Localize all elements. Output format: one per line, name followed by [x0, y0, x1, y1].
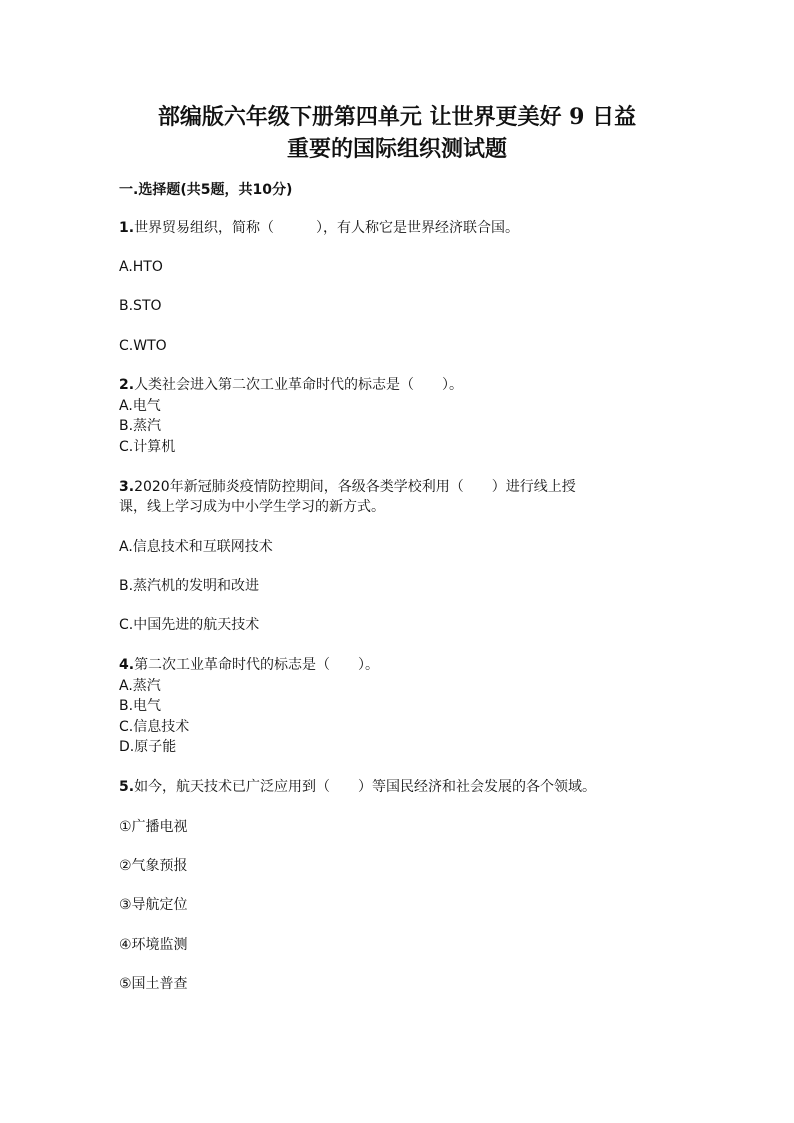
question-3-option-c: C.中国先进的航天技术: [119, 617, 260, 633]
question-2-number: 2.: [119, 377, 135, 393]
question-3-option-a: A.信息技术和互联网技术: [119, 539, 273, 555]
question-1-option-c: C.WTO: [119, 338, 167, 354]
question-1-text: 世界贸易组织，简称（ ），有人称它是世界经济联合国。: [134, 220, 520, 236]
question-5-item-1: ①广播电视: [119, 819, 188, 835]
question-2-option-c: C.计算机: [119, 439, 176, 455]
question-4-option-d: D.原子能: [119, 739, 177, 755]
question-2-option-b: B.蒸汽: [119, 418, 162, 434]
question-5-text: 如今，航天技术已广泛应用到（ ）等国民经济和社会发展的各个领域。: [134, 779, 597, 795]
question-4: [119, 655, 379, 675]
question-5-item-5: ⑤国土普查: [119, 976, 188, 992]
question-4-number: 4.: [119, 657, 135, 673]
question-5-item-2: ②气象预报: [119, 858, 188, 874]
question-3-text-line-2: 课，线上学习成为中小学生学习的新方式。: [119, 499, 385, 515]
question-2-option-a: A.电气: [119, 398, 161, 414]
question-5-item-3: ③导航定位: [119, 897, 188, 913]
document-title-line-2: 重要的国际组织测试题: [286, 136, 507, 162]
question-2: [119, 375, 463, 395]
question-1-option-b: B.STO: [119, 298, 162, 314]
question-3-text-line-1: 2020年新冠肺炎疫情防控期间，各级各类学校利用（ ）进行线上授: [134, 479, 576, 495]
question-4-option-a: A.蒸汽: [119, 678, 161, 694]
question-5-number: 5.: [119, 779, 135, 795]
question-3-option-b: B.蒸汽机的发明和改进: [119, 578, 260, 594]
question-4-text: 第二次工业革命时代的标志是（ ）。: [134, 657, 380, 673]
question-1-option-a: A.HTO: [119, 259, 163, 275]
question-5: [119, 777, 596, 797]
question-2-text: 人类社会进入第二次工业革命时代的标志是（ ）。: [134, 377, 464, 393]
question-4-option-b: B.电气: [119, 698, 162, 714]
question-3-number: 3.: [119, 479, 135, 495]
question-1-number: 1.: [119, 220, 135, 236]
question-1: [119, 218, 519, 238]
question-4-option-c: C.信息技术: [119, 719, 190, 735]
question-3: [119, 477, 576, 497]
document-title-line-1: 部编版六年级下册第四单元 让世界更美好 9 日益: [157, 104, 637, 130]
section-heading: 一.选择题(共5题，共10分): [119, 182, 293, 198]
question-5-item-4: ④环境监测: [119, 937, 188, 953]
